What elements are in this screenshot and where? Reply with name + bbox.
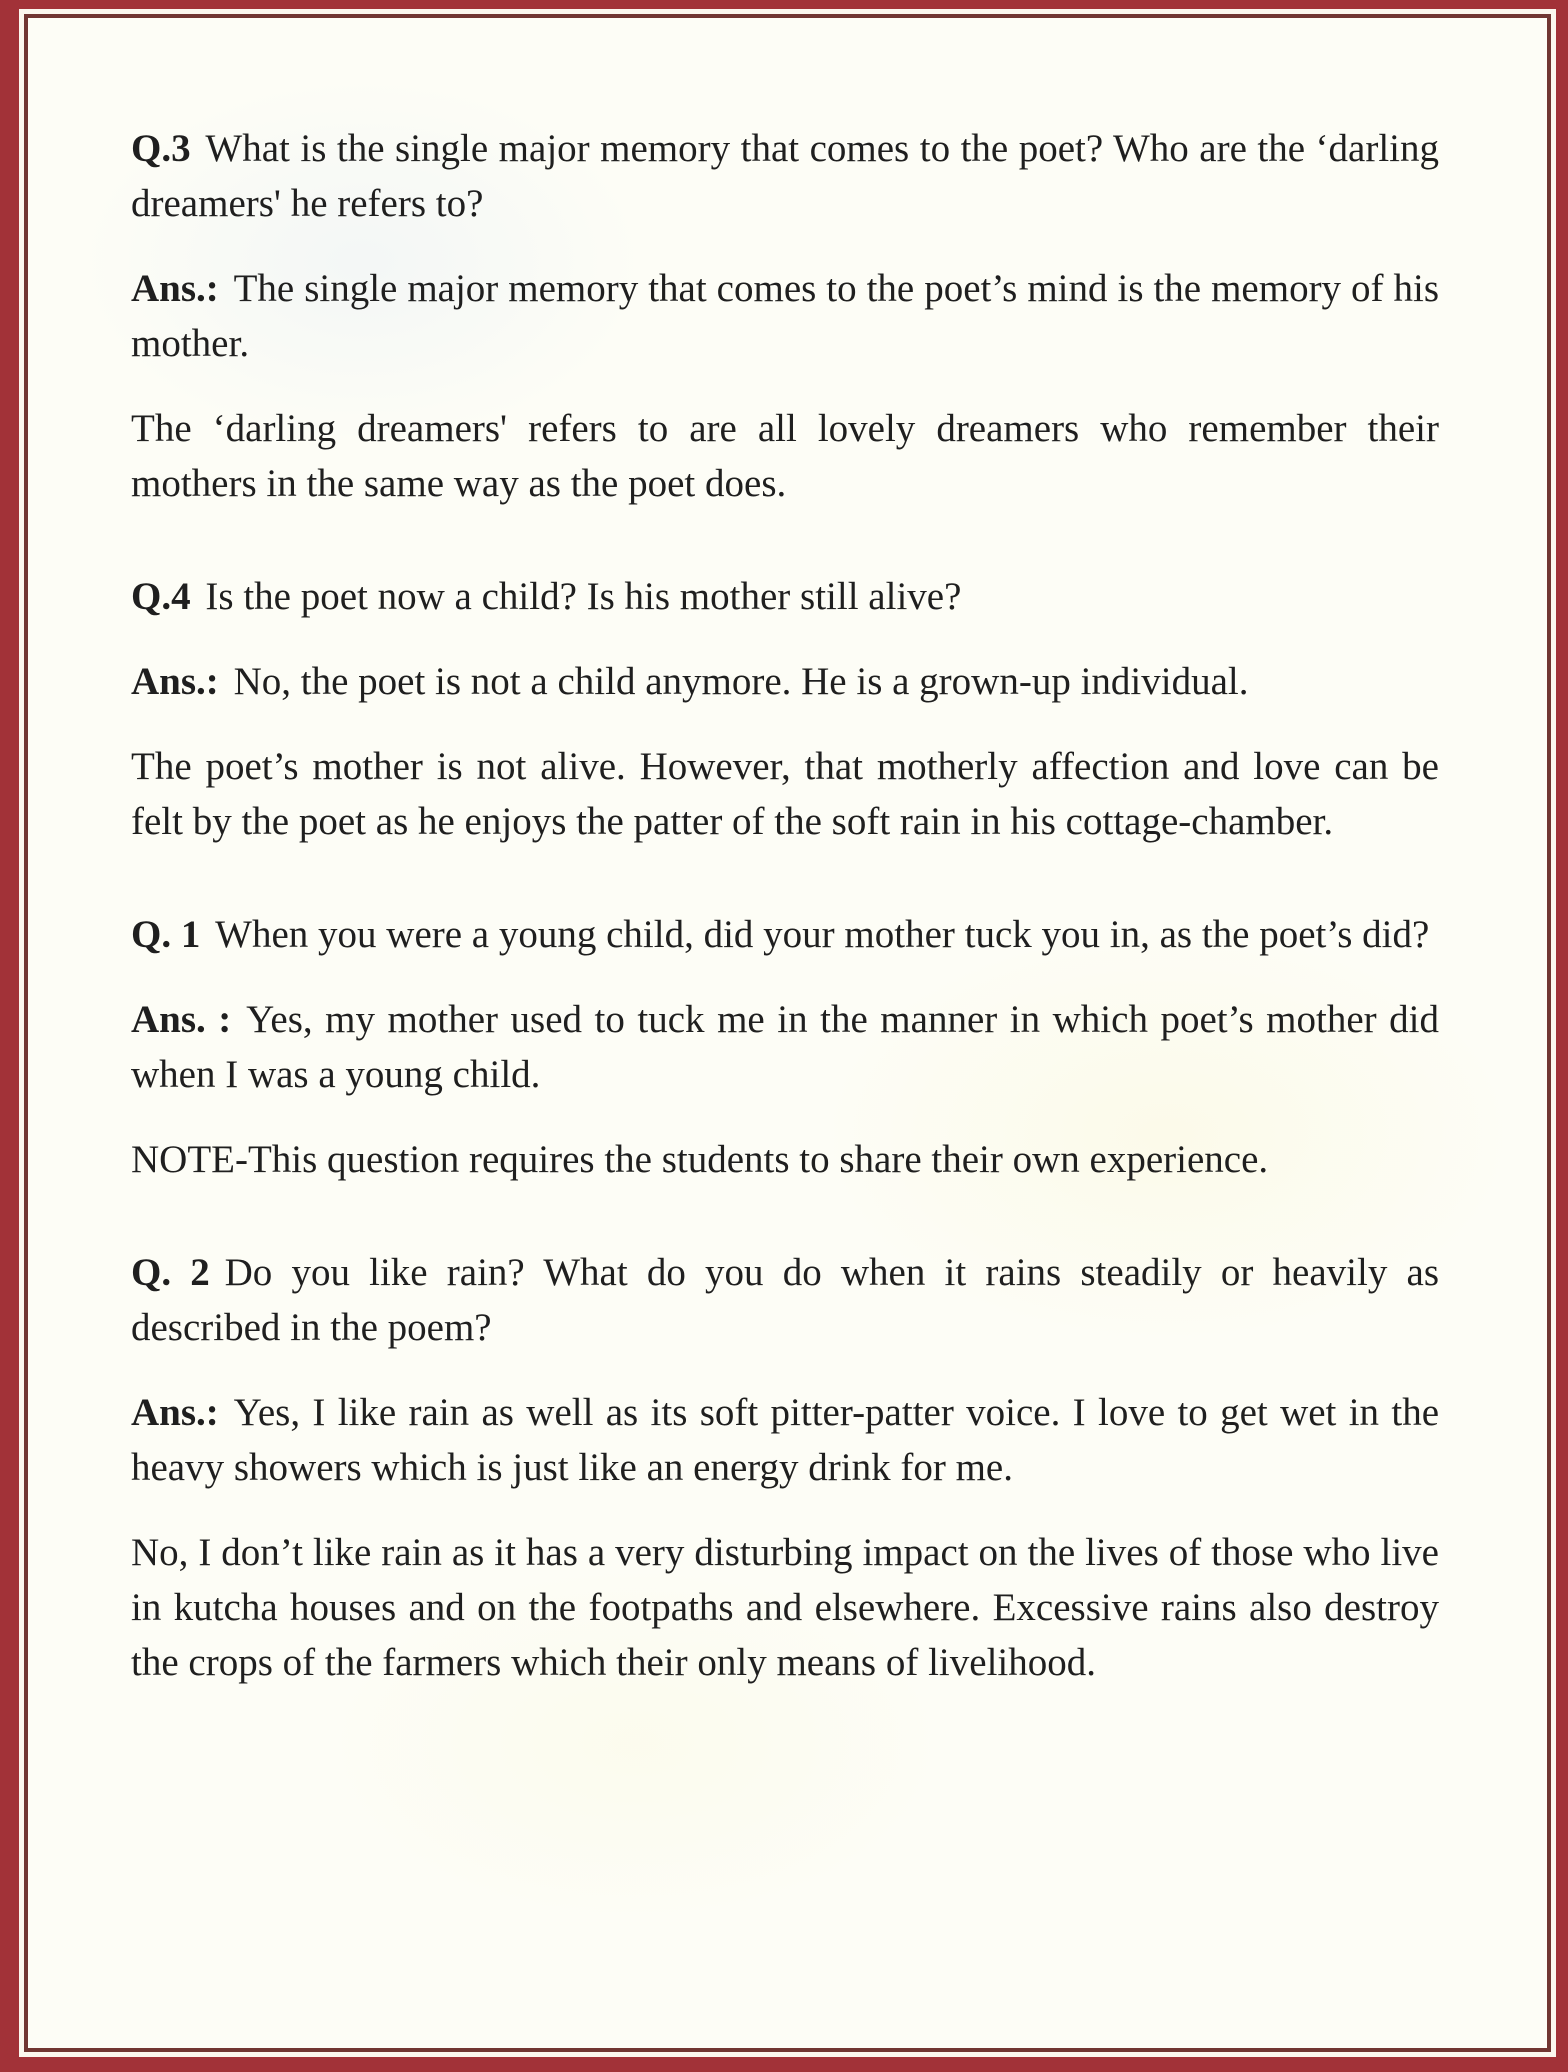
- answer-4-label: Ans.:: [131, 660, 219, 703]
- answer-2-continuation-body: No, I don’t like rain as it has a very disturbing impact on the lives of those who live in kutcha houses and on the footpaths and elsewhere. Excessive rains also destroy the crops of the farmers which their only means of livelihood.: [131, 1531, 1439, 1684]
- answer-3-continuation-body: The ‘darling dreamers' refers to are all lovely dreamers who remember their mothers in the same way as the poet does.: [131, 407, 1439, 505]
- question-2-text: [131, 1245, 1439, 1355]
- answer-4-text: [131, 654, 1439, 709]
- question-2-label: Q. 2: [131, 1251, 210, 1294]
- note-body: NOTE-This question requires the students to share their own experience.: [131, 1138, 1269, 1181]
- answer-1-text: [131, 992, 1439, 1102]
- answer-3-text: [131, 261, 1439, 371]
- page-outer-frame: [19, 9, 1556, 2057]
- answer-3-continuation: [131, 401, 1439, 511]
- section-question-3: [131, 121, 1439, 511]
- page-inner-frame: [24, 14, 1551, 2052]
- answer-2-text: [131, 1385, 1439, 1495]
- question-2-body: Do you like rain? What do you do when it rains steadily or heavily as described in the poem?: [131, 1251, 1439, 1349]
- answer-2-label: Ans.:: [131, 1391, 219, 1434]
- answer-2-continuation: [131, 1525, 1439, 1690]
- answer-3-label: Ans.:: [131, 267, 219, 310]
- question-1-label: Q. 1: [131, 913, 201, 956]
- answer-4-body: No, the poet is not a child anymore. He is a grown-up individual.: [233, 660, 1249, 703]
- answer-2-body: Yes, I like rain as well as its soft pitter-patter voice. I love to get wet in the heavy showers which is just like an energy drink for me.: [131, 1391, 1439, 1489]
- question-3-body: What is the single major memory that comes to the poet? Who are the ‘darling dreamers' he refers to?: [131, 127, 1439, 225]
- question-4-body: Is the poet now a child? Is his mother still alive?: [205, 575, 962, 618]
- answer-1-label: Ans. :: [131, 998, 232, 1041]
- question-3-text: [131, 121, 1439, 231]
- document-content: [131, 121, 1439, 1690]
- section-question-1: [131, 907, 1439, 1187]
- answer-1-body: Yes, my mother used to tuck me in the manner in which poet’s mother did when I was a young child.: [131, 998, 1439, 1096]
- answer-4-continuation: [131, 739, 1439, 849]
- question-1-text: [131, 907, 1439, 962]
- note-text: [131, 1132, 1439, 1187]
- question-4-label: Q.4: [131, 575, 191, 618]
- question-1-body: When you were a young child, did your mother tuck you in, as the poet’s did?: [215, 913, 1430, 956]
- answer-4-continuation-body: The poet’s mother is not alive. However, that motherly affection and love can be felt by the poet as he enjoys the patter of the soft rain in his cottage-chamber.: [131, 745, 1439, 843]
- section-question-2: [131, 1245, 1439, 1690]
- question-3-label: Q.3: [131, 127, 191, 170]
- question-4-text: [131, 569, 1439, 624]
- answer-3-body: The single major memory that comes to the poet’s mind is the memory of his mother.: [131, 267, 1439, 365]
- section-question-4: [131, 569, 1439, 849]
